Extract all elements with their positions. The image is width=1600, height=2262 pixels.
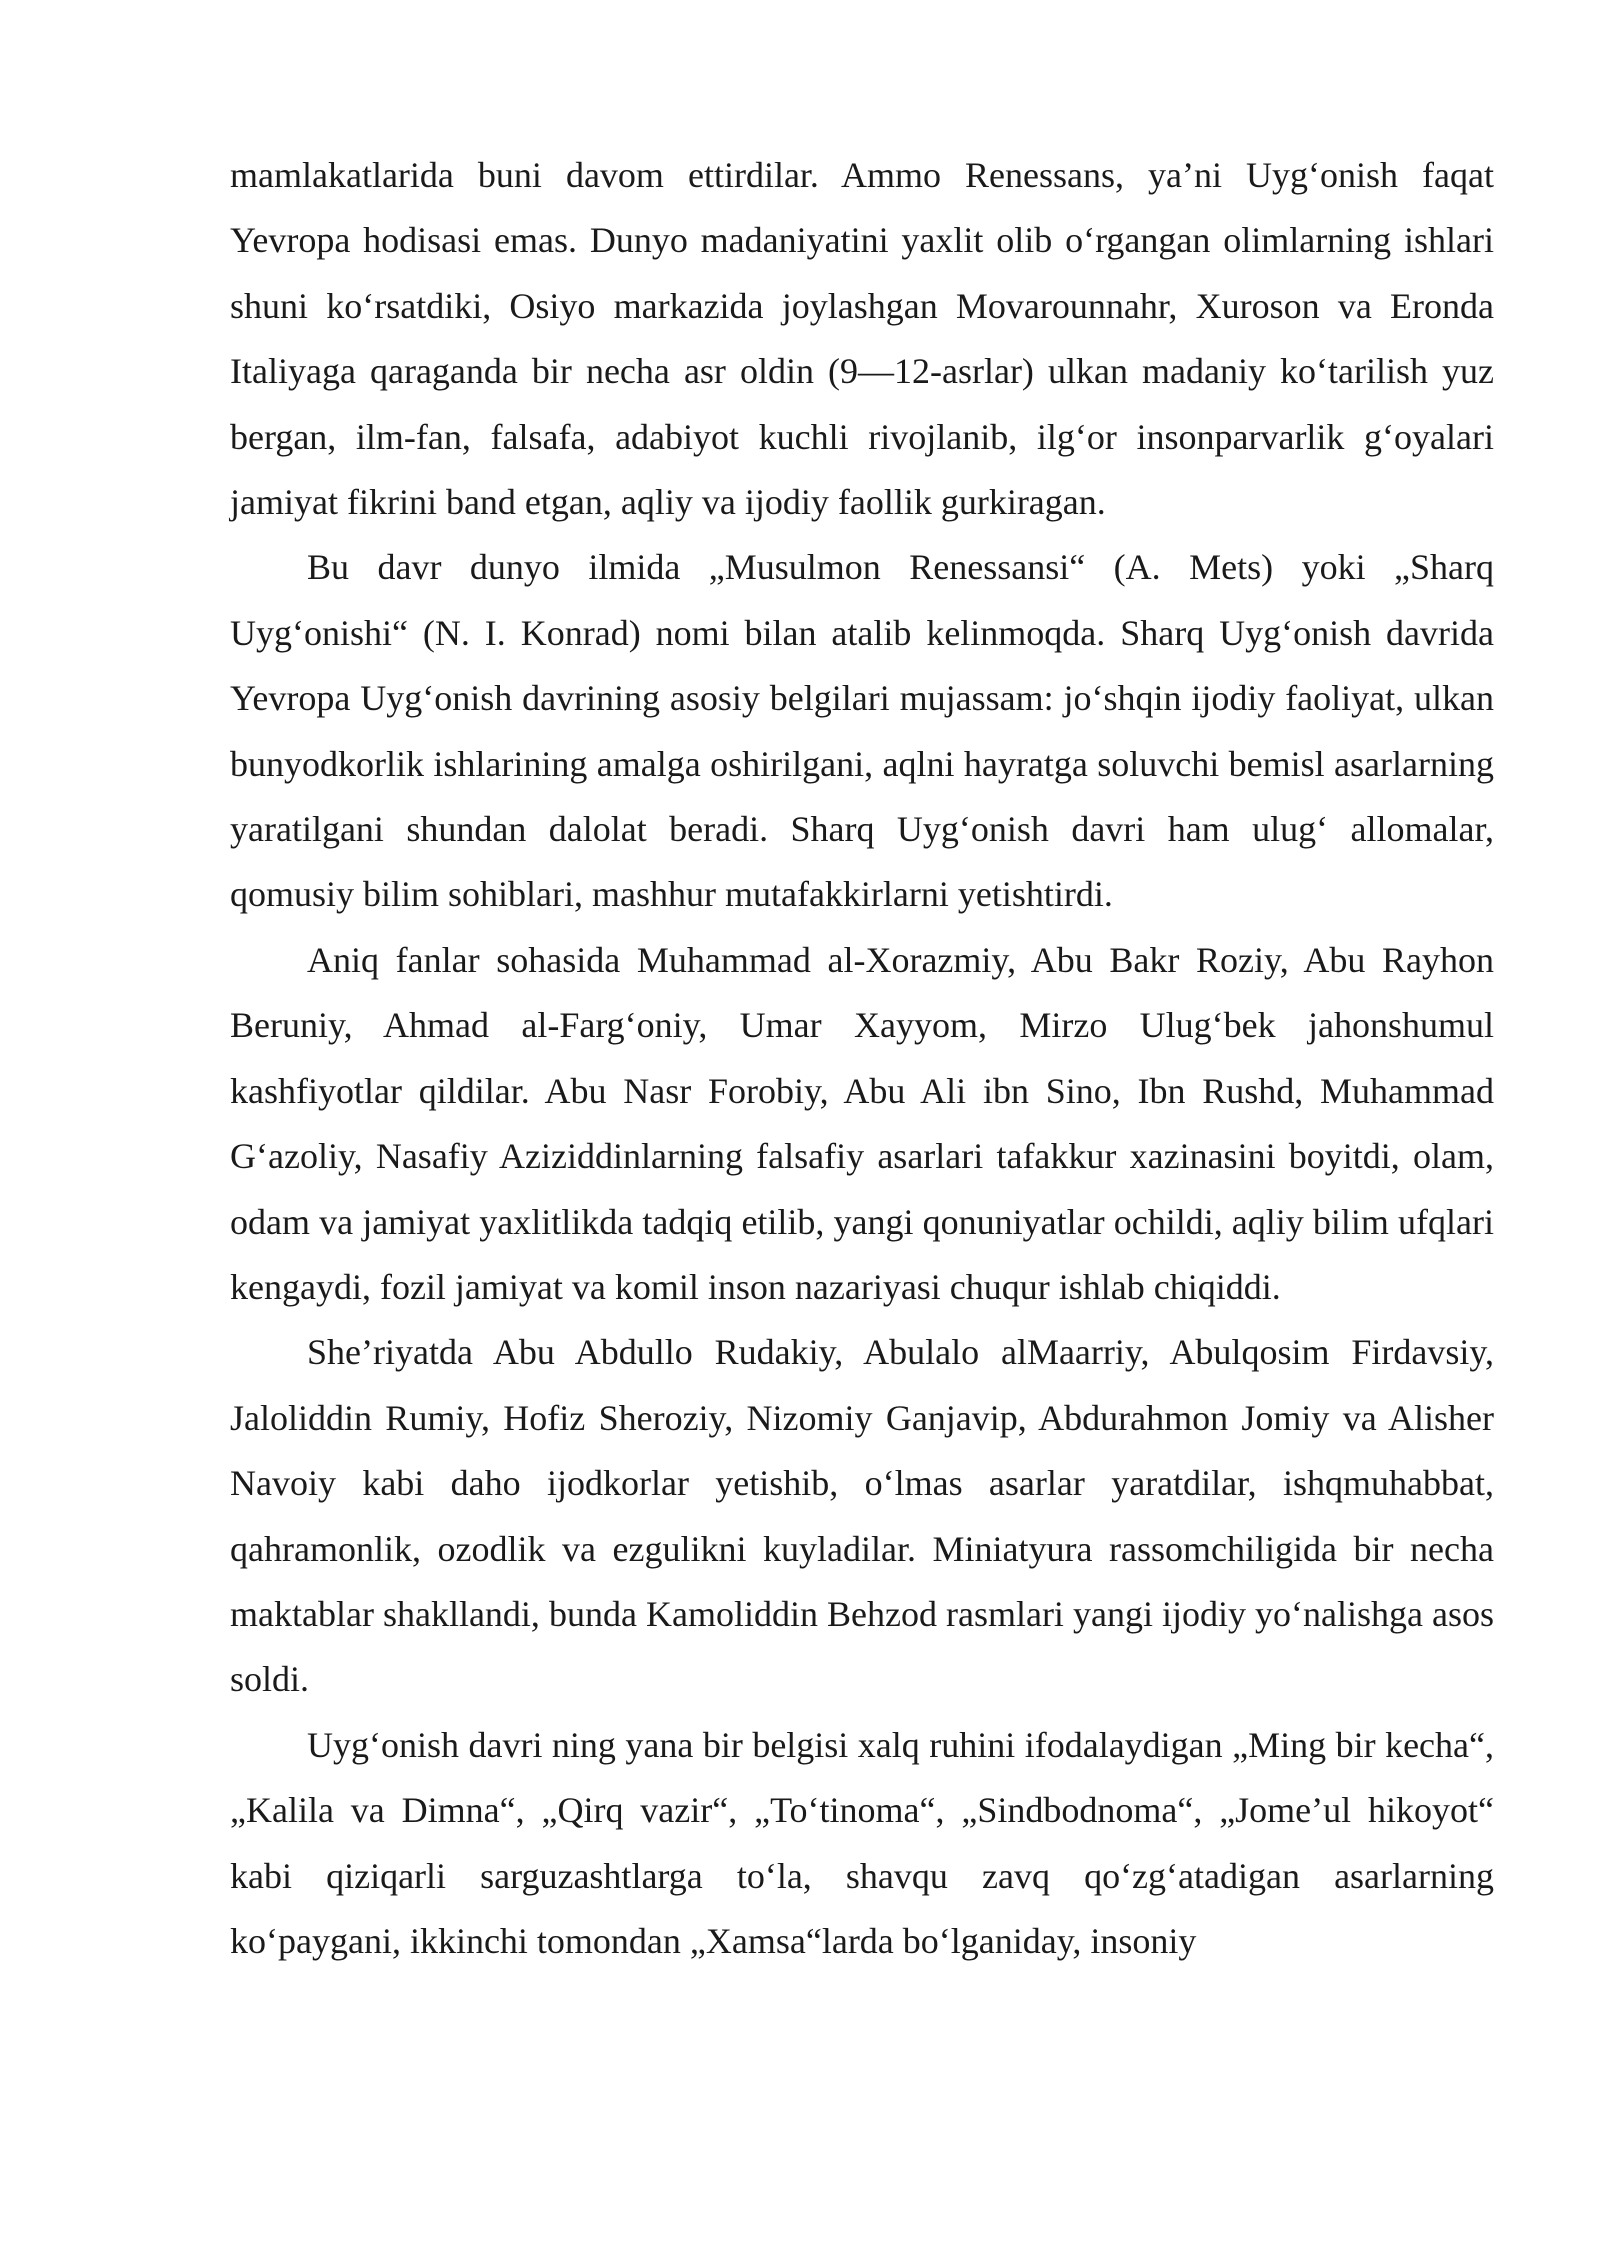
- paragraph: She’riyatda Abu Abdullo Rudakiy, Abulalo alMaarriy, Abulqosim Firdavsiy, Jaloliddin Rumiy, Hofiz Sheroziy, Nizomiy Ganjavip, Abdurahmon Jomiy va Alisher Navoiy kabi daho ijodkorlar yetishib, o‘lmas asarlar yaratdilar, ishqmuhabbat, qahramonlik, ozodlik va ezgulikni kuyladilar. Miniatyura rassomchiligida bir necha maktablar shakllandi, bunda Kamoliddin Behzod rasmlari yangi ijodiy yo‘nalishga asos soldi.: [230, 1332, 1494, 1700]
- document-body: [230, 143, 1494, 1974]
- paragraph-continued: mamlakatlarida buni davom ettirdilar. Ammo Renessans, ya’ni Uyg‘onish faqat Yevropa hodisasi emas. Dunyo madaniyatini yaxlit olib o‘rgangan olimlarning ishlari shuni ko‘rsatdiki, Osiyo markazida joylashgan Movarounnahr, Xuroson va Eronda Italiyaga qaraganda bir necha asr oldin (9—12-asrlar) ulkan madaniy ko‘tarilish yuz bergan, ilm-fan, falsafa, adabiyot kuchli rivojlanib, ilg‘or insonparvarlik g‘oyalari jamiyat fikrini band etgan, aqliy va ijodiy faollik gurkiragan.: [230, 155, 1494, 523]
- paragraph: Uyg‘onish davri ning yana bir belgisi xalq ruhini ifodalaydigan „Ming bir kecha“, „Kalila va Dimna“, „Qirq vazir“, „To‘tinoma“, „Sindbodnoma“, „Jome’ul hikoyot“ kabi qiziqarli sarguzashtlarga to‘la, shavqu zavq qo‘zg‘atadigan asarlarning ko‘paygani, ikkinchi tomondan „Xamsa“larda bo‘lganiday, insoniy: [230, 1724, 1494, 1961]
- paragraph: Bu davr dunyo ilmida „Musulmon Renessansi“ (A. Mets) yoki „Sharq Uyg‘onishi“ (N. I. Konrad) nomi bilan atalib kelinmoqda. Sharq Uyg‘onish davrida Yevropa Uyg‘onish davrining asosiy belgilari mujassam: jo‘shqin ijodiy faoliyat, ulkan bunyodkorlik ishlarining amalga oshirilgani, aqlni hayratga soluvchi bemisl asarlarning yaratilgani shundan dalolat beradi. Sharq Uyg‘onish davri ham ulug‘ allomalar, qomusiy bilim sohiblari, mashhur mutafakkirlarni yetishtirdi.: [230, 547, 1494, 915]
- paragraph: Aniq fanlar sohasida Muhammad al-Xorazmiy, Abu Bakr Roziy, Abu Rayhon Beruniy, Ahmad al-Farg‘oniy, Umar Xayyom, Mirzo Ulug‘bek jahonshumul kashfiyotlar qildilar. Abu Nasr Forobiy, Abu Ali ibn Sino, Ibn Rushd, Muhammad G‘azoliy, Nasafiy Aziziddinlarning falsafiy asarlari tafakkur xazinasini boyitdi, olam, odam va jamiyat yaxlitlikda tadqiq etilib, yangi qonuniyatlar ochildi, aqliy bilim ufqlari kengaydi, fozil jamiyat va komil inson nazariyasi chuqur ishlab chiqiddi.: [230, 939, 1494, 1307]
